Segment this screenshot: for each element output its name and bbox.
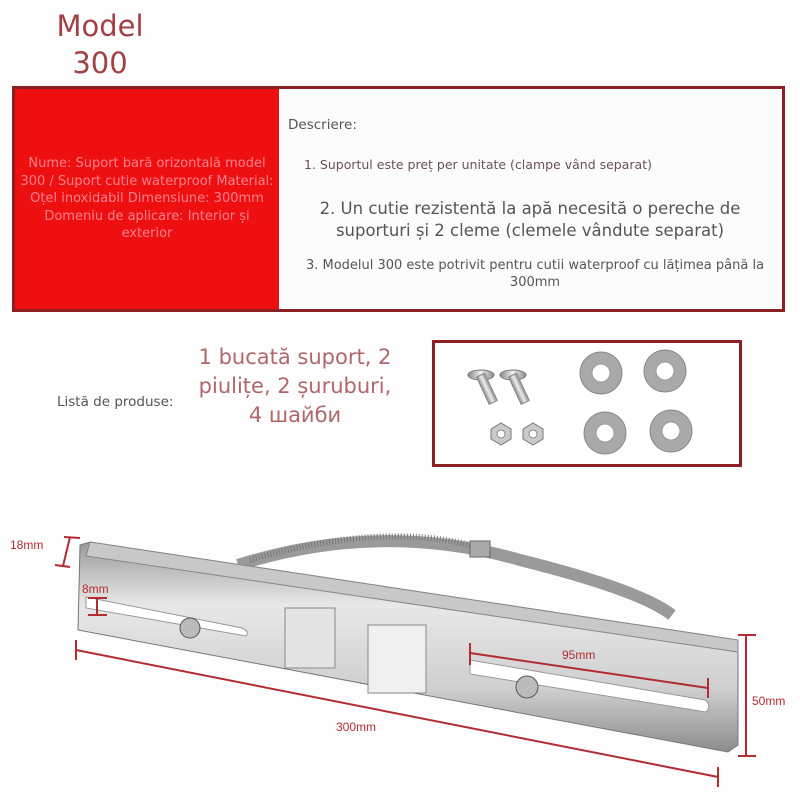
bracket-diagram — [0, 510, 800, 800]
dimension-slot-length: 95mm — [562, 648, 596, 662]
product-list-label: Listă de produse: — [57, 394, 174, 410]
product-list-value: 1 bucată suport, 2 piulițe, 2 șuruburi, 4 шайби — [198, 345, 392, 427]
dimension-length: 300mm — [336, 720, 377, 734]
description-item-1: 1. Suportul este preț per unitate (clampe vând separat) — [304, 157, 652, 172]
dimension-slot-width: 8mm — [82, 582, 109, 596]
info-frame — [12, 86, 785, 312]
screw-icon — [468, 370, 497, 404]
dimension-height: 50mm — [752, 694, 786, 708]
model-title-line2: 300 — [72, 46, 128, 80]
screw-icon — [500, 370, 529, 404]
spec-text: Nume: Suport bară orizontală model 300 / Suport cutie waterproof Material: Oțel inoxidabil Dimensiune: 300mm Domeniu de aplicare: Interior și exterior — [20, 156, 274, 242]
screw-icon — [516, 676, 538, 698]
spec-panel — [15, 89, 279, 309]
screw-icon — [180, 618, 200, 638]
clamp-window-2 — [368, 625, 426, 693]
description-item-3: 3. Modelul 300 este potrivit pentru cutii waterproof cu lățimea până la 300mm — [305, 258, 765, 290]
model-title-line1: Model — [56, 9, 144, 43]
model-title — [54, 8, 146, 82]
bracket-image — [0, 510, 800, 800]
description-item-2: 2. Un cutie rezistentă la apă necesită o pereche de suporturi și 2 cleme (clemele vândute separat) — [319, 199, 741, 240]
description-heading: Descriere: — [288, 117, 357, 133]
parts-image — [432, 340, 742, 467]
description-panel — [280, 89, 782, 309]
hardware-parts-icon — [435, 343, 739, 464]
dimension-lip-height: 18mm — [10, 538, 44, 552]
clamp-window-1 — [285, 608, 335, 668]
